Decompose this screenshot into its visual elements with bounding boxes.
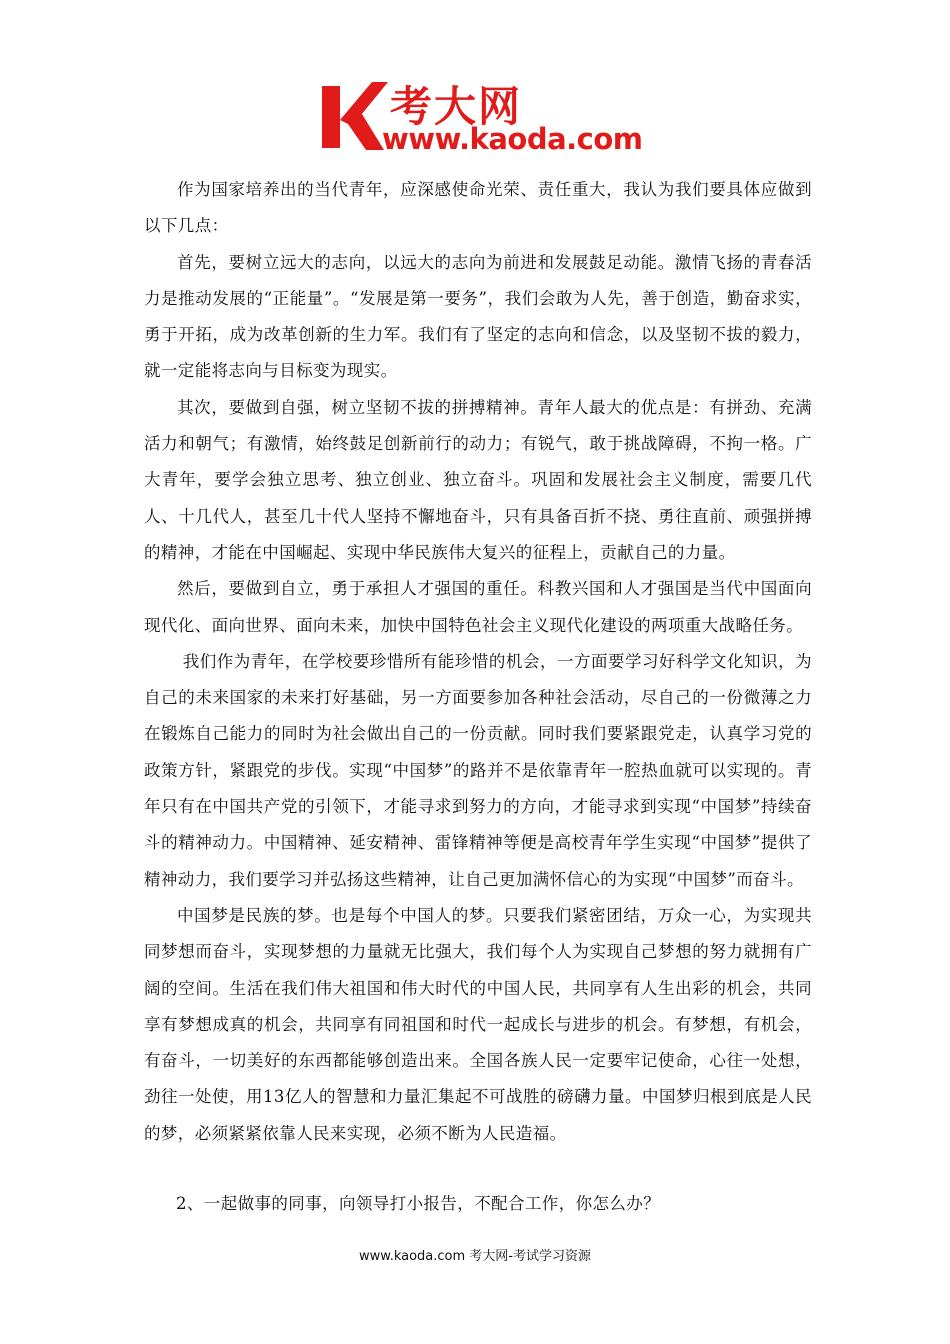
logo-k-mark <box>318 80 388 154</box>
logo-url-text: www.kaoda.com <box>382 122 643 156</box>
article-body <box>144 172 812 1152</box>
question-heading: 2、一起做事的同事，向领导打小报告，不配合工作，你怎么办？ <box>176 1194 661 1213</box>
paragraph-third: 然后，要做到自立，勇于承担人才强国的重任。科教兴国和人才强国是当代中国面向现代化、面向世界、面向未来，加快中国特色社会主义现代化建设的两项重大战略任务。 <box>144 579 812 635</box>
logo-brand-text: 考大网 <box>390 82 523 131</box>
paragraph-youth: 我们作为青年，在学校要珍惜所有能珍惜的机会，一方面要学习好科学文化知识，为自己的未来国家的未来打好基础，另一方面要参加各种社会活动，尽自己的一份微薄之力在锻炼自己能力的同时为社会做出自己的一份贡献。同时我们要紧跟党走，认真学习党的政策方针，紧跟党的步伐。实现“中国梦”的路并不是依靠青年一腔热血就可以实现的。青年只有在中国共产党的引领下，才能寻求到努力的方向，才能寻求到实现“中国梦”持续奋斗的精神动力。中国精神、延安精神、雷锋精神等便是高校青年学生实现“中国梦”提供了精神动力，我们要学习并弘扬这些精神，让自己更加满怀信心的为实现“中国梦”而奋斗。 <box>144 651 812 889</box>
paragraph-second: 其次，要做到自强，树立坚韧不拔的拼搏精神。青年人最大的优点是：有拼劲、充满活力和朝气；有激情，始终鼓足创新前行的动力；有锐气，敢于挑战障碍，不拘一格。广大青年，要学会独立思考、独立创业、独立奋斗。巩固和发展社会主义制度，需要几代人、十几代人，甚至几十代人坚持不懈地奋斗，只有具备百折不挠、勇往直前、顽强拼搏的精神，才能在中国崛起、实现中华民族伟大复兴的征程上，贡献自己的力量。 <box>144 397 812 562</box>
paragraph-china-dream: 中国梦是民族的梦。也是每个中国人的梦。只要我们紧密团结，万众一心，为实现共同梦想而奋斗，实现梦想的力量就无比强大，我们每个人为实现自己梦想的努力就拥有广阔的空间。生活在我们伟大祖国和伟大时代的中国人民，共同享有人生出彩的机会，共同享有梦想成真的机会，共同享有同祖国和时代一起成长与进步的机会。有梦想，有机会，有奋斗，一切美好的东西都能够创造出来。全国各族人民一定要牢记使命，心往一处想，劲往一处使，用13亿人的智慧和力量汇集起不可战胜的磅礴力量。中国梦归根到底是人民的梦，必须紧紧依靠人民来实现，必须不断为人民造福。 <box>144 905 812 1143</box>
page-footer: www.kaoda.com 考大网-考试学习资源 <box>359 1249 591 1264</box>
paragraph-first: 首先，要树立远大的志向，以远大的志向为前进和发展鼓足动能。激情飞扬的青春活力是推动发展的“正能量”。“发展是第一要务”，我们会敢为人先，善于创造，勤奋求实，勇于开拓，成为改革创新的生力军。我们有了坚定的志向和信念，以及坚韧不拔的毅力，就一定能将志向与目标变为现实。 <box>144 252 812 381</box>
kaoda-logo <box>318 80 648 160</box>
paragraph-intro: 作为国家培养出的当代青年，应深感使命光荣、责任重大，我认为我们要具体应做到以下几点： <box>144 180 812 236</box>
